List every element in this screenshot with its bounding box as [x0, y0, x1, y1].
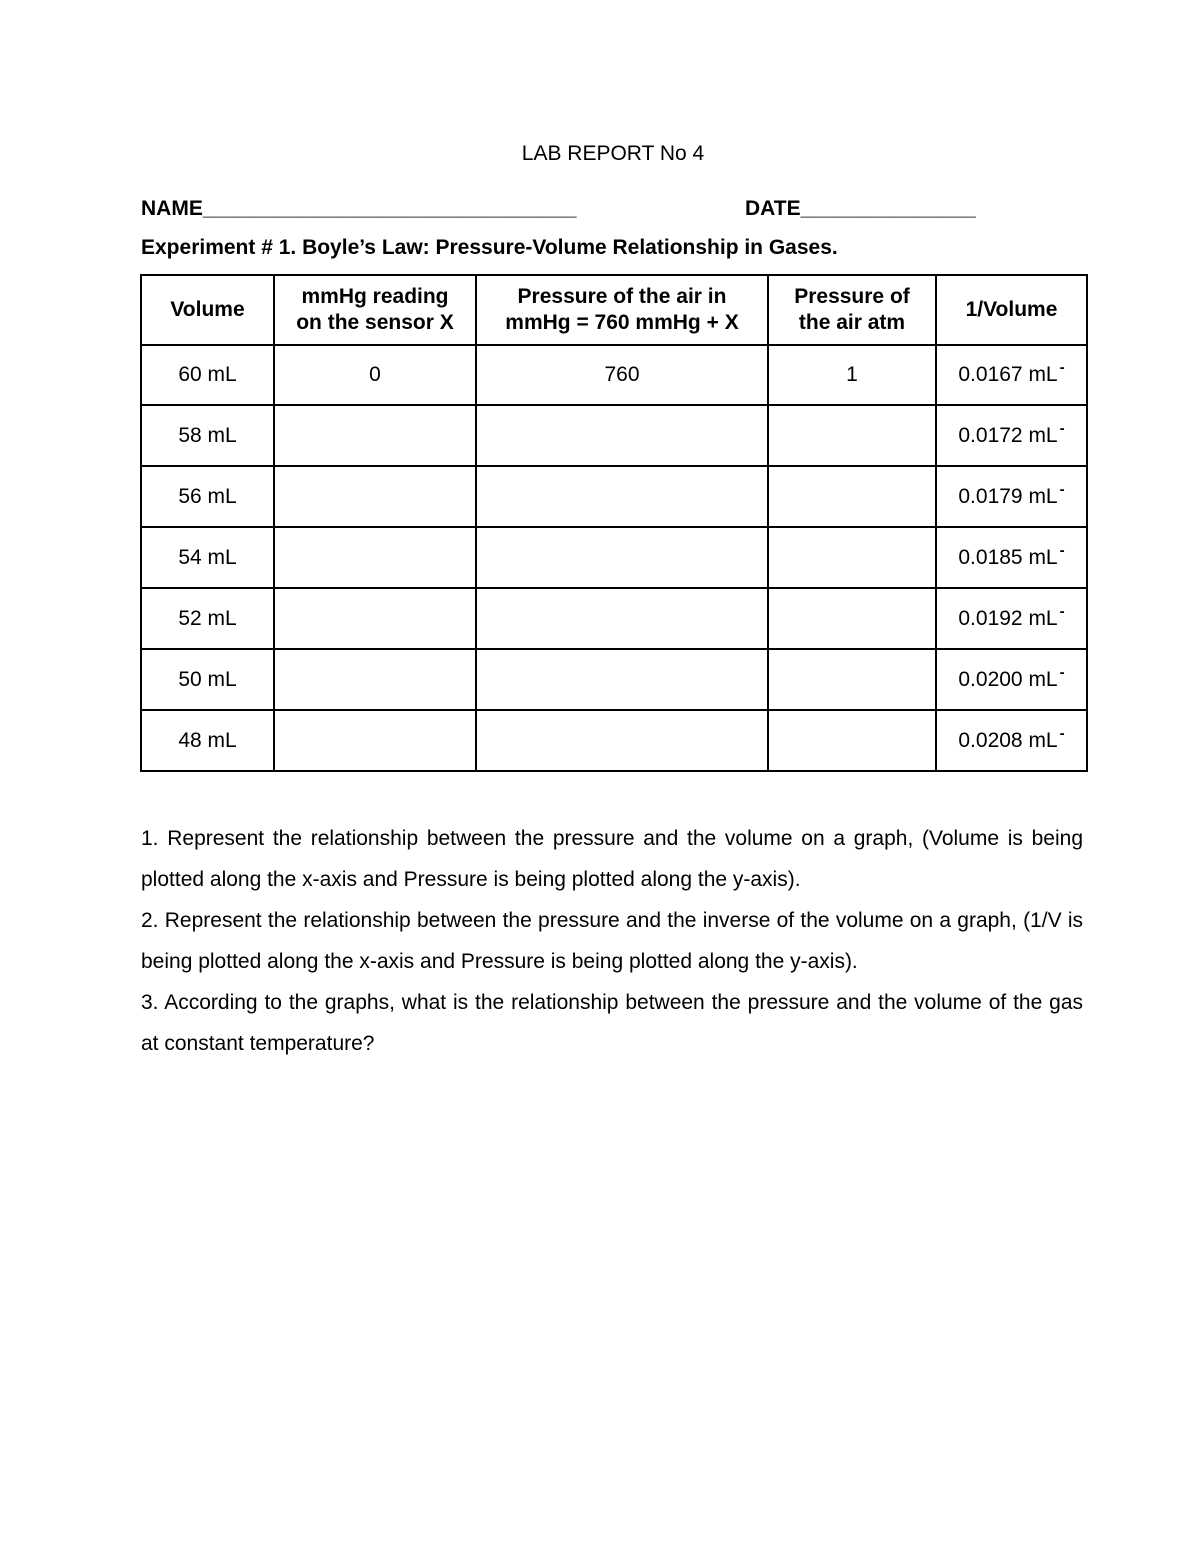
inverse-superscript: -: [1059, 419, 1065, 437]
cell-inverse-volume: 0.0192 mL -: [936, 588, 1087, 649]
inverse-superscript: -: [1059, 541, 1065, 559]
name-line: [141, 197, 577, 221]
cell-volume: 52 mL: [141, 588, 274, 649]
question-3: 3. According to the graphs, what is the relationship between the pressure and the volume of the gas at constant temperature?: [141, 991, 1083, 1055]
cell-volume: 48 mL: [141, 710, 274, 771]
inverse-superscript: -: [1059, 663, 1065, 681]
cell-pressure-atm[interactable]: [768, 466, 936, 527]
name-label: NAME: [141, 197, 203, 220]
inverse-superscript: -: [1059, 724, 1065, 742]
boyles-law-data-table: [140, 274, 1088, 772]
header-pressure-mmhg: Pressure of the air in mmHg = 760 mmHg + X: [476, 275, 768, 345]
cell-mmhg-reading[interactable]: [274, 710, 476, 771]
cell-mmhg-reading[interactable]: [274, 527, 476, 588]
cell-inverse-volume: 0.0185 mL -: [936, 527, 1087, 588]
inverse-superscript: -: [1059, 480, 1065, 498]
header-volume: Volume: [141, 275, 274, 345]
cell-pressure-mmhg[interactable]: [476, 588, 768, 649]
header-mmhg-reading: mmHg reading on the sensor X: [274, 275, 476, 345]
cell-mmhg-reading[interactable]: [274, 588, 476, 649]
cell-inverse-volume: 0.0167 mL -: [936, 345, 1087, 405]
table-row: [141, 466, 1087, 527]
table-row: [141, 405, 1087, 466]
cell-pressure-atm[interactable]: [768, 527, 936, 588]
cell-inverse-volume: 0.0179 mL -: [936, 466, 1087, 527]
cell-pressure-mmhg[interactable]: [476, 527, 768, 588]
date-blank[interactable]: _______________: [800, 197, 976, 220]
header-inverse-volume: 1/Volume: [936, 275, 1087, 345]
inverse-superscript: -: [1059, 359, 1065, 376]
table-header-row: [141, 275, 1087, 345]
question-1: 1. Represent the relationship between the pressure and the volume on a graph, (Volume is being plotted along the x-axis and Pressure is being plotted along the y-axis).: [141, 827, 1083, 891]
table-row: [141, 710, 1087, 771]
cell-pressure-atm[interactable]: [768, 710, 936, 771]
date-label: DATE: [745, 197, 801, 220]
cell-mmhg-reading[interactable]: [274, 405, 476, 466]
cell-volume: 54 mL: [141, 527, 274, 588]
cell-pressure-atm[interactable]: [768, 588, 936, 649]
cell-pressure-mmhg[interactable]: [476, 710, 768, 771]
cell-mmhg-reading[interactable]: [274, 466, 476, 527]
question-2: 2. Represent the relationship between the pressure and the inverse of the volume on a graph, (1/V is being plotted along the x-axis and Pressure is being plotted along the y-axis).: [141, 909, 1083, 973]
header-pressure-atm: Pressure of the air atm: [768, 275, 936, 345]
table-row: [141, 588, 1087, 649]
cell-pressure-atm[interactable]: [768, 649, 936, 710]
table-row: [141, 649, 1087, 710]
table-row: [141, 345, 1087, 405]
cell-pressure-mmhg[interactable]: [476, 649, 768, 710]
cell-inverse-volume: 0.0208 mL -: [936, 710, 1087, 771]
cell-volume: 50 mL: [141, 649, 274, 710]
questions-section: [141, 818, 1083, 1064]
cell-inverse-volume: 0.0172 mL -: [936, 405, 1087, 466]
cell-pressure-atm[interactable]: 1: [768, 345, 936, 405]
name-blank[interactable]: ________________________________: [202, 197, 577, 220]
cell-pressure-atm[interactable]: [768, 405, 936, 466]
table-row: [141, 527, 1087, 588]
cell-volume: 58 mL: [141, 405, 274, 466]
experiment-heading: Experiment # 1. Boyle’s Law: Pressure-Volume Relationship in Gases.: [141, 236, 838, 259]
cell-pressure-mmhg[interactable]: [476, 466, 768, 527]
cell-volume: 60 mL: [141, 345, 274, 405]
cell-pressure-mmhg[interactable]: 760: [476, 345, 768, 405]
document-title: LAB REPORT No 4: [521, 142, 705, 165]
inverse-superscript: -: [1059, 602, 1065, 620]
cell-pressure-mmhg[interactable]: [476, 405, 768, 466]
cell-volume: 56 mL: [141, 466, 274, 527]
cell-mmhg-reading[interactable]: 0: [274, 345, 476, 405]
date-line: [745, 197, 976, 221]
cell-mmhg-reading[interactable]: [274, 649, 476, 710]
cell-inverse-volume: 0.0200 mL -: [936, 649, 1087, 710]
